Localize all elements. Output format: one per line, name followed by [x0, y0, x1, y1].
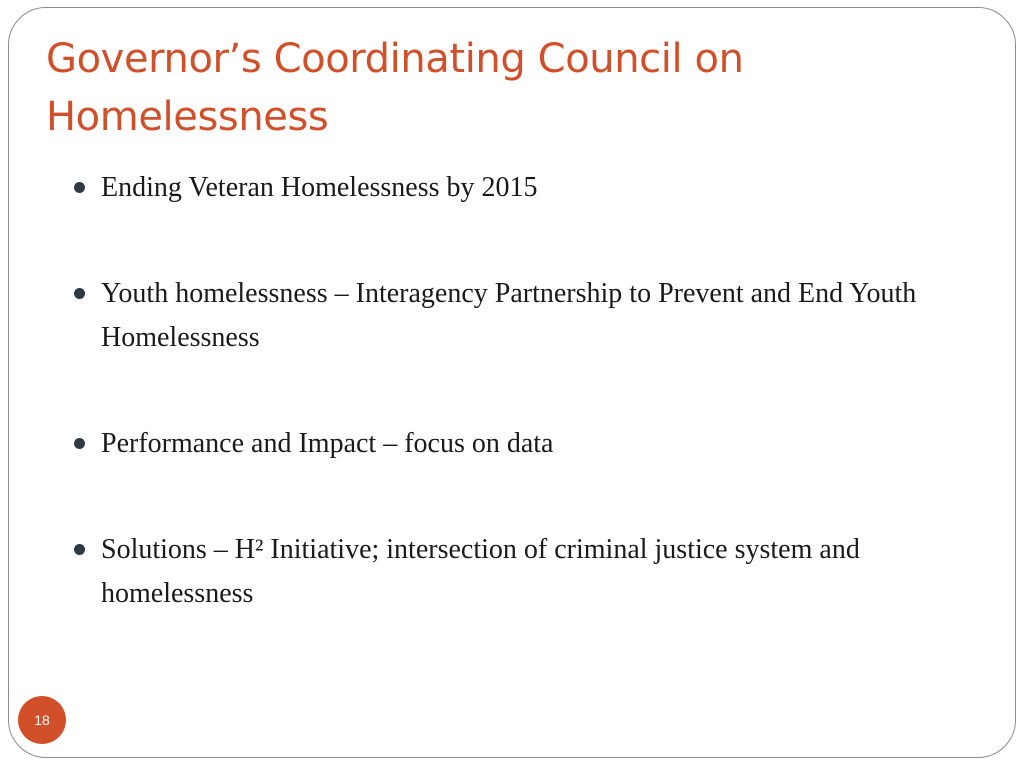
bullet-dot-icon	[74, 544, 85, 555]
bullet-item-youth	[74, 272, 964, 360]
bullet-item-performance	[74, 422, 964, 466]
bullet-dot-icon	[74, 288, 85, 299]
bullet-text: Ending Veteran Homelessness by 2015	[101, 172, 538, 203]
bullet-text: Solutions – H² Initiative; intersection of criminal justice system and homelessness	[101, 534, 860, 609]
page-number-badge: 18	[18, 696, 66, 744]
bullet-item-solutions	[74, 528, 964, 616]
slide-title: Governor’s Coordinating Council on Homelessness	[46, 36, 744, 140]
bullet-list	[74, 166, 964, 616]
bullet-text: Performance and Impact – focus on data	[101, 428, 554, 459]
bullet-text: Youth homelessness – Interagency Partnership to Prevent and End Youth Homelessness	[101, 278, 917, 353]
bullet-dot-icon	[74, 438, 85, 449]
bullet-item-veteran	[74, 166, 964, 210]
bullet-dot-icon	[74, 182, 85, 193]
